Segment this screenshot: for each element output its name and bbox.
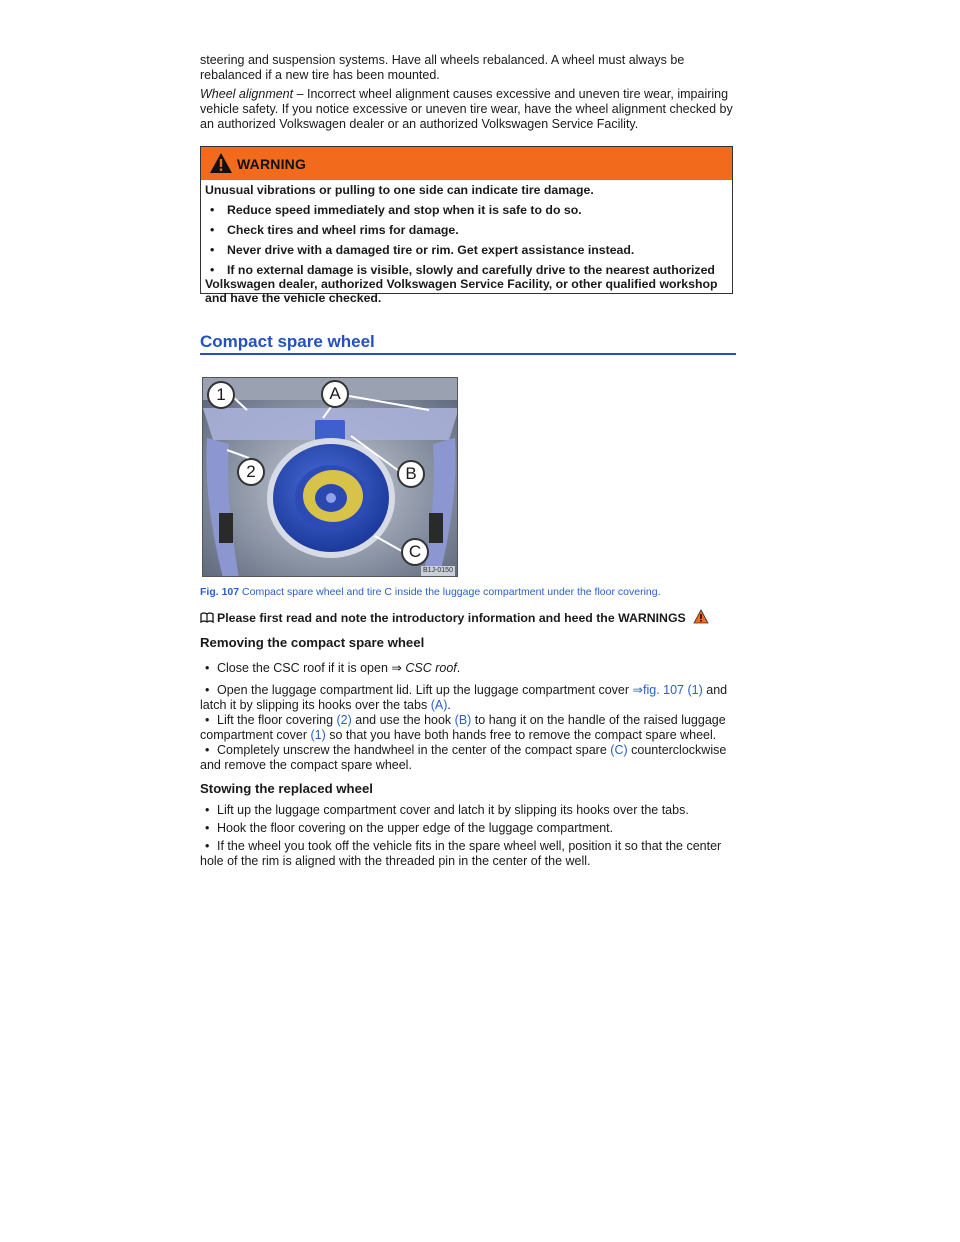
callout-label: C bbox=[401, 538, 429, 566]
warning-triangle-icon bbox=[693, 609, 709, 624]
book-icon bbox=[200, 612, 214, 623]
warning-item bbox=[205, 263, 728, 305]
warning-item-text: Never drive with a damaged tire or rim. Get expert assistance instead. bbox=[227, 243, 635, 257]
warning-box bbox=[200, 146, 733, 305]
ref-c: (C) bbox=[610, 743, 628, 757]
bullet: • bbox=[205, 803, 210, 817]
list-item bbox=[200, 803, 733, 818]
text-run: . bbox=[447, 698, 451, 712]
figure-caption bbox=[200, 585, 661, 600]
text-run: to hang it on the handle of the raised luggage compartment cover bbox=[200, 713, 726, 742]
ref-b: (B) bbox=[454, 713, 472, 727]
bullet: • bbox=[210, 203, 215, 217]
wheel-alignment-term: Wheel alignment bbox=[200, 87, 294, 101]
list-item bbox=[200, 839, 733, 869]
stowing-heading: Stowing the replaced wheel bbox=[200, 781, 373, 796]
note-text: Please first read and note the introductory information and heed the WARNINGS bbox=[217, 611, 686, 625]
bullet: • bbox=[210, 223, 215, 237]
bullet: • bbox=[205, 683, 210, 697]
text-run: . bbox=[456, 661, 461, 675]
text-run: and latch it by slipping its hooks over the tabs bbox=[200, 683, 728, 712]
list-item bbox=[200, 713, 733, 743]
warning-header bbox=[201, 147, 732, 180]
bullet: • bbox=[205, 743, 210, 757]
warning-item bbox=[205, 243, 728, 257]
bullet: • bbox=[205, 821, 210, 835]
list-item-text: Lift up the luggage compartment cover and latch it by slipping its hooks over the tabs. bbox=[217, 803, 689, 817]
warning-item-text: Check tires and wheel rims for damage. bbox=[227, 223, 459, 237]
list-item-text: Hook the floor covering on the upper edge of the luggage compartment. bbox=[217, 821, 614, 835]
list-item-text bbox=[200, 713, 733, 743]
warning-triangle-icon bbox=[209, 152, 233, 174]
callout-label: B bbox=[397, 460, 425, 488]
list-item-text bbox=[200, 661, 733, 676]
callout-label: 1 bbox=[207, 381, 235, 409]
ref-2: (2) bbox=[336, 713, 352, 727]
text-run: and use the hook bbox=[351, 713, 455, 727]
wheel-alignment-paragraph bbox=[200, 87, 735, 132]
list-item-text bbox=[200, 683, 733, 713]
wheel-alignment-text: – Incorrect wheel alignment causes excessive and uneven tire wear, impairing vehicle safety. If you notice excessive or uneven tire wear, have the wheel alignment checked by an authorized Volkswagen dealer or an authorized Volkswagen Service Facility. bbox=[200, 87, 733, 131]
text-run: Open the luggage compartment lid. Lift up the luggage compartment cover bbox=[217, 683, 633, 697]
arrow-icon: ⇒ bbox=[391, 661, 402, 675]
intro-paragraph: steering and suspension systems. Have all wheels rebalanced. A wheel must always be rebalanced if a new tire has been mounted. bbox=[200, 53, 685, 82]
text-run: counterclockwise and remove the compact spare wheel. bbox=[200, 743, 727, 772]
warning-item-text: If no external damage is visible, slowly and carefully drive to the nearest authorized Volkswagen dealer, authorized Volkswagen Service Facility, or other qualified workshop and have the vehicle checked. bbox=[205, 263, 718, 305]
csc-roof-link[interactable]: CSC roof bbox=[405, 661, 457, 675]
warning-body bbox=[201, 180, 732, 305]
figure-number: Fig. 107 bbox=[200, 586, 240, 598]
spare-wheel-figure bbox=[202, 377, 458, 577]
removing-heading: Removing the compact spare wheel bbox=[200, 635, 425, 650]
list-item bbox=[200, 821, 733, 836]
text-run: so that you have both hands free to remove the compact spare wheel. bbox=[325, 728, 717, 742]
list-item bbox=[200, 743, 733, 773]
section-divider bbox=[200, 353, 736, 355]
bullet: • bbox=[205, 661, 210, 675]
callout-label: A bbox=[321, 380, 349, 408]
list-item bbox=[200, 683, 733, 713]
callout-label: 2 bbox=[237, 458, 265, 486]
fig-107-link[interactable]: ⇒fig. 107 (1) bbox=[632, 683, 703, 697]
intro-note bbox=[200, 609, 709, 626]
text-run: Lift the floor covering bbox=[217, 713, 337, 727]
text-run: Close the CSC roof if it is open bbox=[217, 661, 392, 675]
warning-item bbox=[205, 203, 728, 217]
figure-code: B1J-0150 bbox=[423, 567, 453, 574]
ref-a: (A) bbox=[430, 698, 448, 712]
bullet: • bbox=[210, 243, 215, 257]
list-item-text: If the wheel you took off the vehicle fits in the spare wheel well, position it so that the center hole of the rim is aligned with the threaded pin in the center of the well. bbox=[200, 839, 722, 868]
text-run: Completely unscrew the handwheel in the center of the compact spare bbox=[217, 743, 611, 757]
ref-1: (1) bbox=[310, 728, 326, 742]
warning-lead: Unusual vibrations or pulling to one side can indicate tire damage. bbox=[205, 183, 594, 197]
bullet: • bbox=[205, 713, 210, 727]
warning-item-text: Reduce speed immediately and stop when it is safe to do so. bbox=[227, 203, 582, 217]
warning-title: WARNING bbox=[237, 156, 307, 172]
section-title: Compact spare wheel bbox=[200, 332, 375, 351]
bullet: • bbox=[210, 263, 215, 277]
bullet: • bbox=[205, 839, 210, 853]
warning-item bbox=[205, 223, 728, 237]
list-item-text bbox=[200, 743, 733, 773]
list-item bbox=[200, 661, 733, 676]
figure-caption-text: Compact spare wheel and tire C inside the luggage compartment under the floor covering. bbox=[239, 586, 661, 598]
